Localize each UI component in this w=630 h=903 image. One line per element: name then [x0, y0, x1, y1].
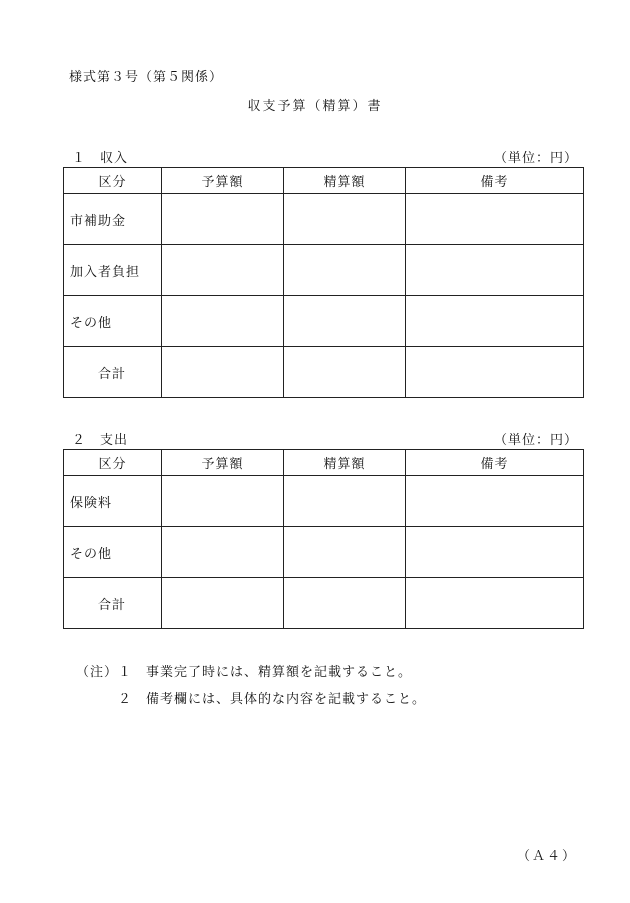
note-number: ２ [118, 692, 133, 707]
header-remarks: 備考 [406, 168, 584, 194]
total-row [64, 347, 584, 398]
settled-amount-cell[interactable] [284, 194, 406, 245]
expense-section-title: ２ 支出 [72, 433, 129, 448]
remarks-cell[interactable] [406, 476, 584, 527]
remarks-cell[interactable] [406, 296, 584, 347]
table-row [64, 476, 584, 527]
header-category: 区分 [64, 450, 162, 476]
total-row [64, 578, 584, 629]
income-section-title: １ 収入 [72, 151, 129, 166]
table-row [64, 527, 584, 578]
settled-amount-cell[interactable] [284, 476, 406, 527]
row-label-total: 合計 [64, 578, 162, 629]
form-number-label: 様式第３号（第５関係） [69, 70, 224, 85]
header-settled-amount: 精算額 [284, 450, 406, 476]
income-unit-label: （単位：円） [493, 151, 578, 166]
remarks-cell[interactable] [406, 578, 584, 629]
remarks-cell[interactable] [406, 527, 584, 578]
budget-amount-cell[interactable] [162, 194, 284, 245]
expense-unit-label: （単位：円） [493, 433, 578, 448]
document-title: 収支予算（精算）書 [247, 99, 383, 114]
settled-amount-cell[interactable] [284, 578, 406, 629]
header-budget-amount: 予算額 [162, 168, 284, 194]
income-header-row [64, 168, 584, 194]
budget-amount-cell[interactable] [162, 245, 284, 296]
table-row [64, 296, 584, 347]
notes-prefix: （注） [76, 665, 119, 680]
remarks-cell[interactable] [406, 245, 584, 296]
budget-amount-cell[interactable] [162, 578, 284, 629]
header-remarks: 備考 [406, 450, 584, 476]
row-label-other: その他 [64, 296, 162, 347]
settled-amount-cell[interactable] [284, 245, 406, 296]
budget-amount-cell[interactable] [162, 296, 284, 347]
row-label-city-subsidy: 市補助金 [64, 194, 162, 245]
row-label-total: 合計 [64, 347, 162, 398]
expense-table [63, 449, 584, 629]
remarks-cell[interactable] [406, 194, 584, 245]
settled-amount-cell[interactable] [284, 527, 406, 578]
note-text: 事業完了時には、精算額を記載すること。 [146, 665, 413, 680]
budget-amount-cell[interactable] [162, 527, 284, 578]
note-number: １ [118, 665, 133, 680]
header-settled-amount: 精算額 [284, 168, 406, 194]
expense-header-row [64, 450, 584, 476]
settled-amount-cell[interactable] [284, 296, 406, 347]
row-label-insurance: 保険料 [64, 476, 162, 527]
note-text: 備考欄には、具体的な内容を記載すること。 [146, 692, 427, 707]
budget-amount-cell[interactable] [162, 347, 284, 398]
settled-amount-cell[interactable] [284, 347, 406, 398]
income-table [63, 167, 584, 398]
row-label-member-contribution: 加入者負担 [64, 245, 162, 296]
budget-amount-cell[interactable] [162, 476, 284, 527]
table-row [64, 245, 584, 296]
remarks-cell[interactable] [406, 347, 584, 398]
header-budget-amount: 予算額 [162, 450, 284, 476]
header-category: 区分 [64, 168, 162, 194]
paper-size-label: （Ａ４） [516, 849, 577, 864]
table-row [64, 194, 584, 245]
row-label-other: その他 [64, 527, 162, 578]
